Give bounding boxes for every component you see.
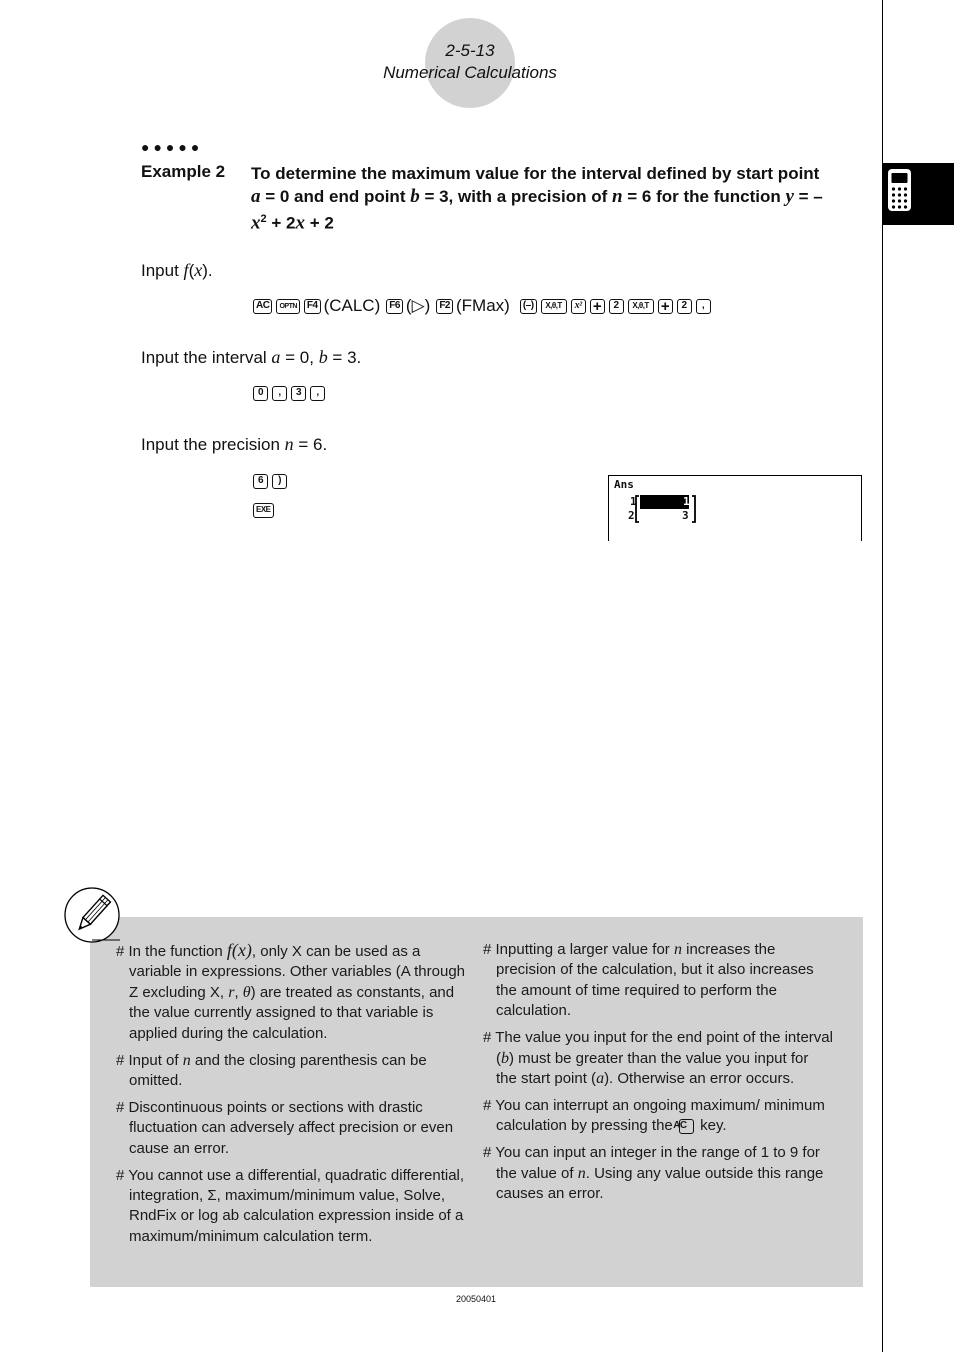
pencil-note-icon bbox=[64, 887, 120, 943]
label-triangle: (▷) bbox=[405, 296, 431, 315]
note-interrupt: # You can interrupt an ongoing maximum/ minimum calculation by pressing the AC key. bbox=[483, 1096, 825, 1135]
key-comma: , bbox=[696, 299, 711, 314]
step-input-interval: Input the interval a = 0, b = 3. bbox=[141, 347, 362, 367]
note-restrictions: # You cannot use a differential, quadratic differential, integration, Σ, maximum/minimum value, Solve, RndFix or log ab calculation expression inside of a maximum/minimum calculation term. bbox=[116, 1166, 465, 1245]
step-input-function: Input f(x). bbox=[141, 260, 213, 280]
key-x-theta-t-2: X,θ,T bbox=[628, 299, 654, 314]
notes-left-column bbox=[116, 940, 466, 1254]
key-negative: (–) bbox=[520, 299, 537, 314]
key-f6: F6 bbox=[386, 299, 403, 314]
key-ac-inline: AC bbox=[679, 1119, 694, 1134]
key-close-paren: ) bbox=[272, 474, 287, 489]
note-function-variables: # In the function f(x), only X can be used as a variable in expressions. Other variables (A through Z excluding X, r, θ) are treated as constants, and the value currently assigned to that variable is applied during the calculation. bbox=[116, 940, 466, 1042]
example-title: To determine the maximum value for the interval defined by start point a = 0 and end point b = 3, with a precision of n = 6 for the function $y = -x^2 + 2x + 2$ bbox=[251, 164, 823, 234]
footer-code: 20050401 bbox=[455, 1294, 497, 1304]
key-sequence-4 bbox=[253, 499, 274, 521]
calculator-screen bbox=[608, 475, 862, 541]
key-2: 2 bbox=[609, 299, 624, 314]
key-comma: , bbox=[272, 386, 287, 401]
label-calc: (CALC) bbox=[323, 296, 381, 315]
screen-row1-value: 1 bbox=[683, 495, 690, 508]
key-optn: OPTN bbox=[276, 299, 299, 314]
page-number: 2-5-13 bbox=[445, 41, 495, 60]
key-2-second: 2 bbox=[677, 299, 692, 314]
note-integer-range: # You can input an integer in the range of 1 to 9 for the value of n. Using any value outside this range causes an error. bbox=[483, 1144, 824, 1202]
notes-right-column bbox=[483, 940, 833, 1211]
key-f4: F4 bbox=[304, 299, 321, 314]
calculator-icon bbox=[882, 163, 954, 225]
example-dots: ●●●●● bbox=[141, 139, 204, 155]
key-x-squared: x² bbox=[571, 299, 586, 314]
key-6: 6 bbox=[253, 474, 268, 489]
section-title: Numerical Calculations bbox=[383, 63, 557, 82]
key-comma: , bbox=[310, 386, 325, 401]
screen-row2-label: 2 bbox=[628, 509, 635, 522]
key-exe: EXE bbox=[253, 503, 274, 518]
key-0: 0 bbox=[253, 386, 268, 401]
key-3: 3 bbox=[291, 386, 306, 401]
example-label: Example 2 bbox=[141, 162, 226, 181]
key-sequence-1 bbox=[253, 295, 711, 317]
screen-row1-label: 1 bbox=[630, 495, 637, 508]
step-input-precision: Input the precision n = 6. bbox=[141, 434, 328, 454]
chapter-tab bbox=[882, 163, 954, 225]
key-sequence-3 bbox=[253, 470, 287, 492]
screen-ans: Ans bbox=[614, 478, 634, 491]
key-sequence-2 bbox=[253, 382, 325, 404]
note-interval-order: # The value you input for the end point of the interval (b) must be greater than the value you input for the start point (a). Otherwise an error occurs. bbox=[483, 1029, 833, 1087]
note-omit-parenthesis: # Input of n and the closing parenthesis can be omitted. bbox=[116, 1051, 427, 1089]
note-precision: # Inputting a larger value for n increases the precision of the calculation, but it also increases the amount of time required to perform the calculation. bbox=[483, 941, 814, 1020]
key-plus-2: + bbox=[658, 299, 673, 314]
key-ac: AC bbox=[253, 299, 272, 314]
matrix-brackets bbox=[634, 494, 702, 524]
key-x-theta-t: X,θ,T bbox=[541, 299, 567, 314]
key-f2: F2 bbox=[436, 299, 453, 314]
screen-row2-value: 3 bbox=[682, 509, 689, 522]
key-plus: + bbox=[590, 299, 605, 314]
note-discontinuous: # Discontinuous points or sections with drastic fluctuation can adversely affect precision or even cause an error. bbox=[116, 1098, 454, 1157]
label-fmax: (FMax) bbox=[456, 296, 510, 315]
